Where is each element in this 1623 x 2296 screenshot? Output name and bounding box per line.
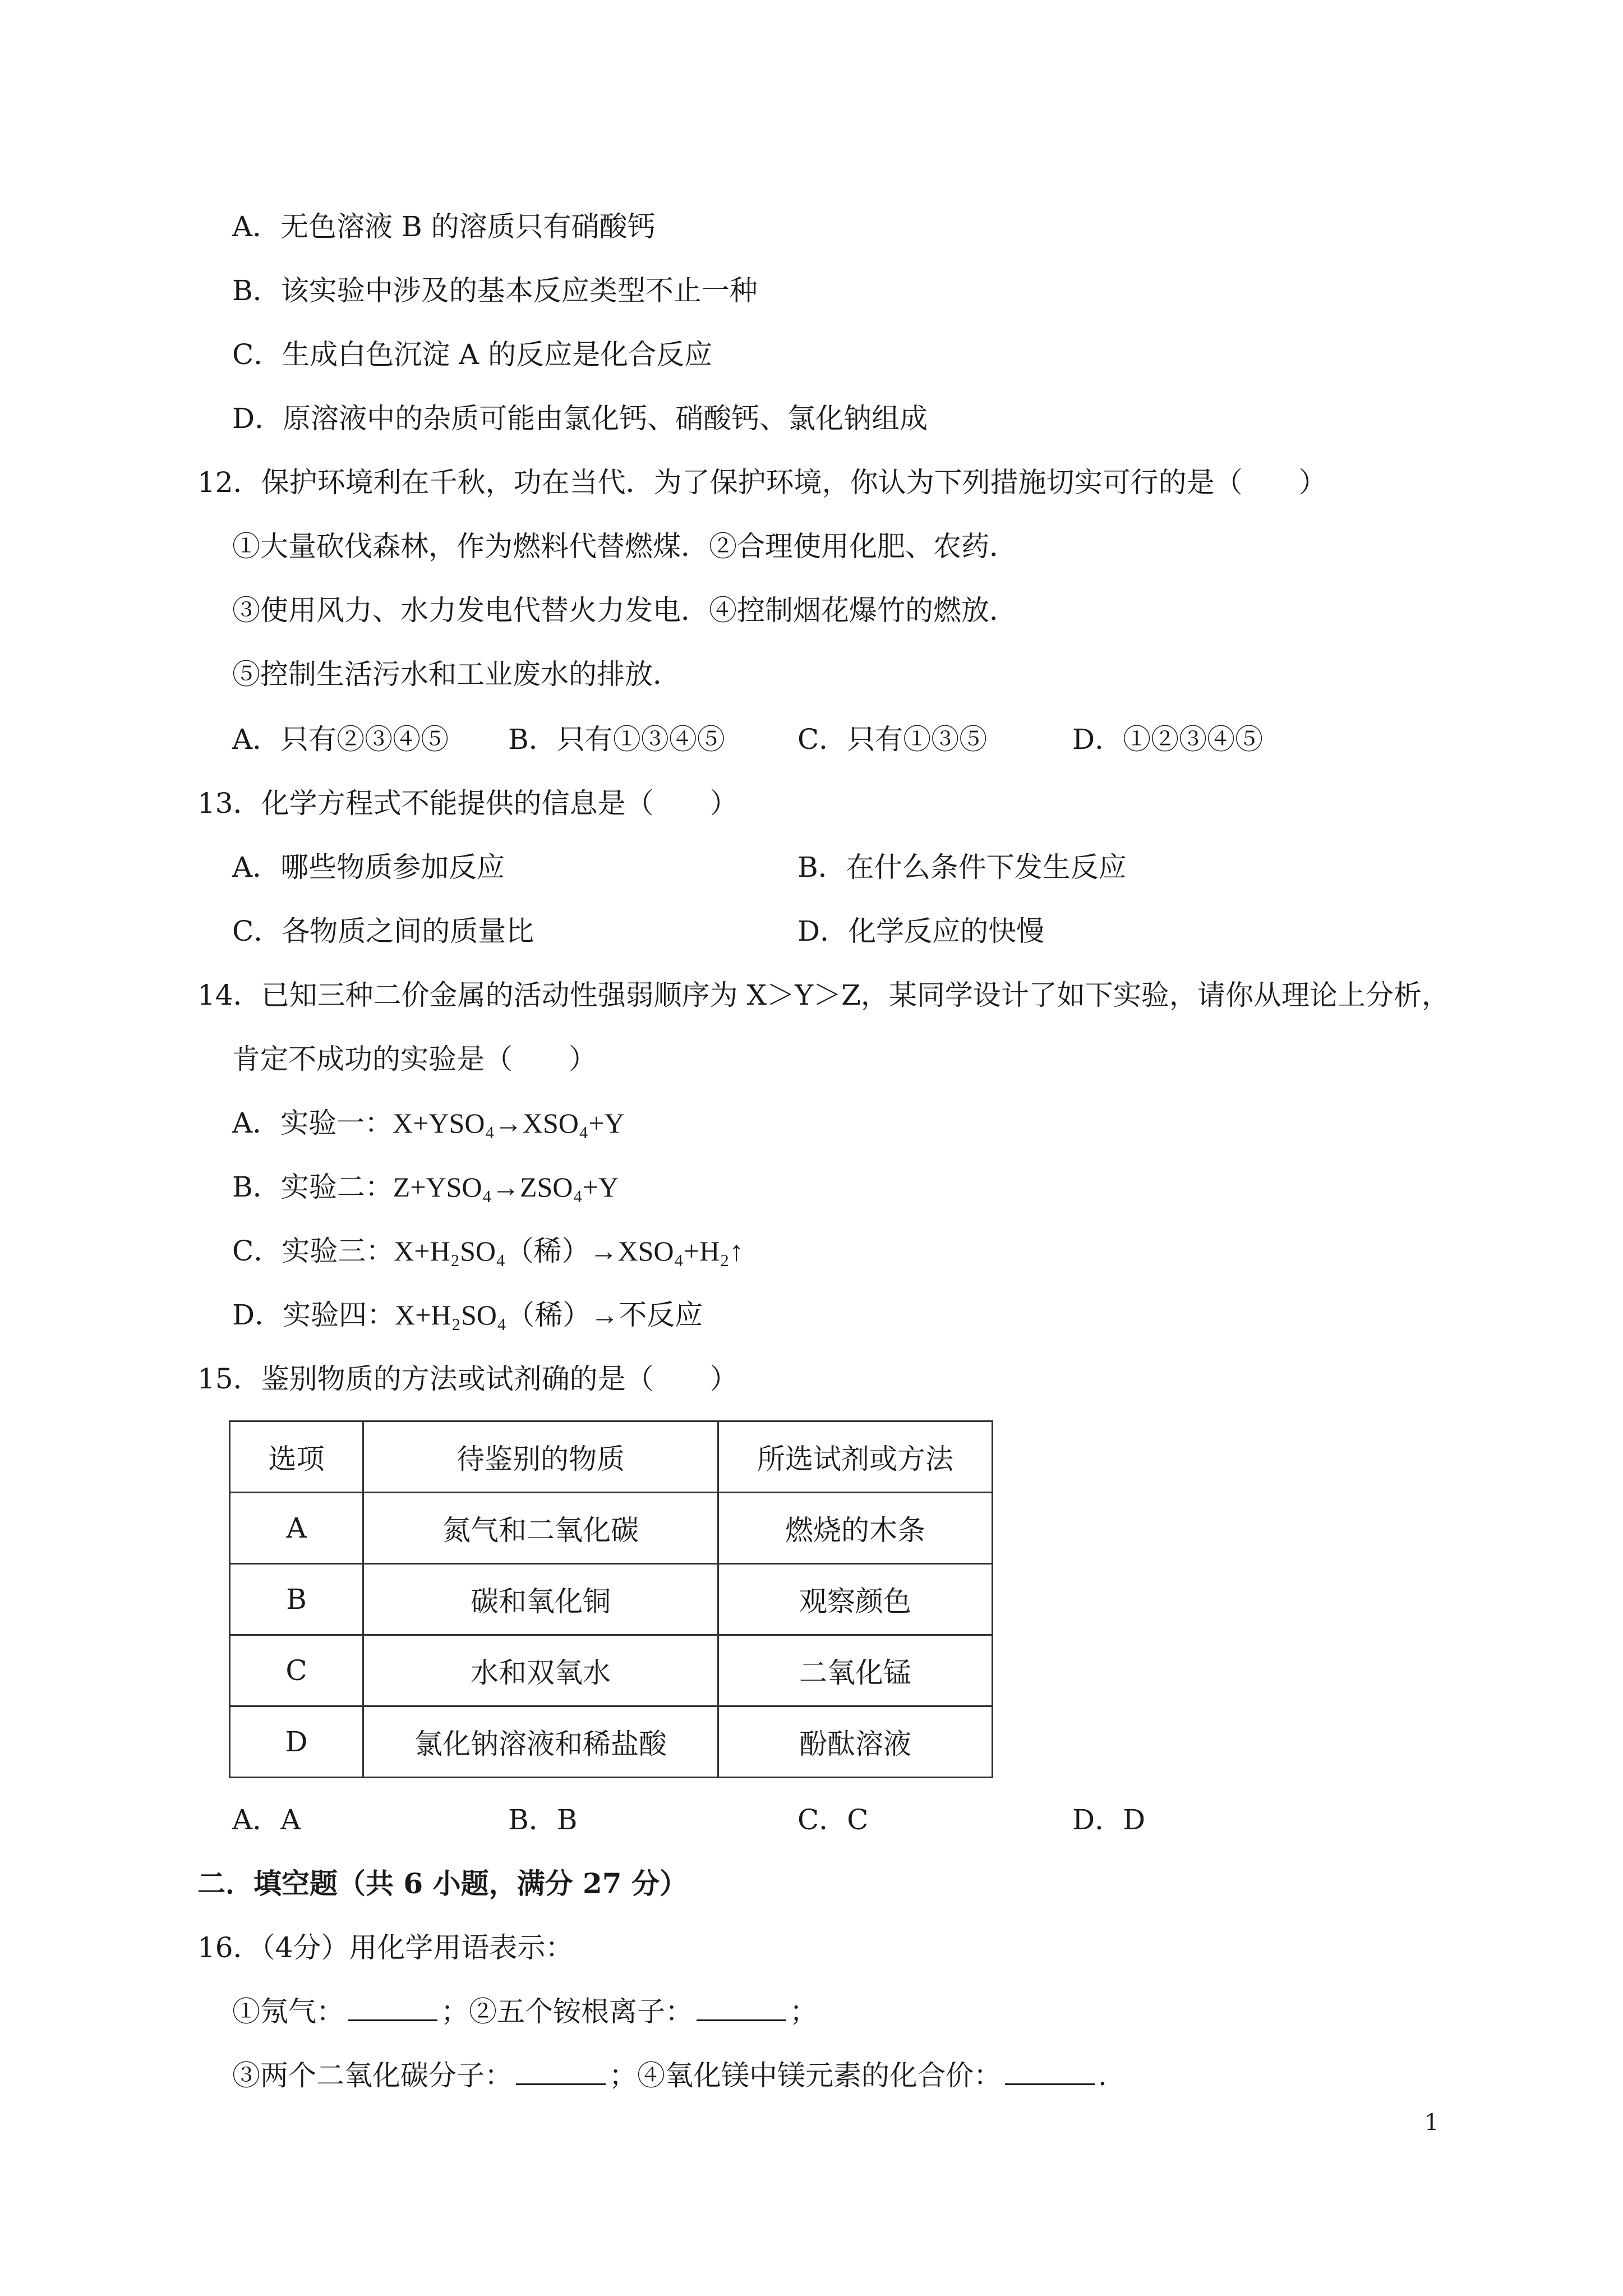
answer-blank <box>697 1997 786 2021</box>
q12-option-c: C．只有①③⑤ <box>797 723 988 756</box>
q14-option-d-label: D．实验四： <box>232 1299 395 1331</box>
table-cell: 水和双氧水 <box>363 1635 718 1706</box>
q14-option-c-label: C．实验三： <box>232 1235 394 1267</box>
q14-option-b <box>232 1169 619 1205</box>
table-header-row <box>230 1421 993 1493</box>
q12-stem: 12．保护环境利在千秋，功在当代．为了保护环境，你认为下列措施切实可行的是（ ） <box>197 466 1327 499</box>
q16-prompt-valence: ；④氧化镁中镁元素的化合价： <box>609 2059 1002 2092</box>
q15-table <box>229 1420 993 1778</box>
q12-option-b: B．只有①③④⑤ <box>508 723 725 756</box>
table-header-cell: 选项 <box>230 1421 363 1493</box>
q16-line-2 <box>232 2058 1107 2093</box>
table-row <box>230 1493 993 1564</box>
q16-line2-end: . <box>1098 2059 1107 2092</box>
table-cell: 碳和氧化铜 <box>363 1564 718 1635</box>
q14-option-b-equation: Z+YSO₄→ZSO₄+Y <box>393 1171 619 1203</box>
q14-option-a-label: A．实验一： <box>232 1107 393 1139</box>
q14-option-d <box>232 1297 703 1333</box>
table-row <box>230 1564 993 1635</box>
q15-option-d: D．D <box>1072 1803 1146 1836</box>
answer-blank <box>348 1997 437 2021</box>
table-header-cell: 所选试剂或方法 <box>718 1421 993 1493</box>
table-cell: 观察颜色 <box>718 1564 993 1635</box>
q14-option-a-equation: X+YSO₄→XSO₄+Y <box>393 1107 625 1139</box>
q12-item-1: ①大量砍伐森林，作为燃料代替燃煤．②合理使用化肥、农药． <box>232 530 1017 563</box>
q13-option-b: B．在什么条件下发生反应 <box>797 851 1127 884</box>
q16-stem: 16．（4分）用化学用语表示： <box>197 1931 574 1964</box>
table-cell: A <box>230 1493 363 1564</box>
q15-stem: 15．鉴别物质的方法或试剂确的是（ ） <box>197 1363 738 1395</box>
table-cell: C <box>230 1635 363 1706</box>
section-title: 二．填空题（共 6 小题，满分 27 分） <box>197 1867 688 1900</box>
table-cell: D <box>230 1706 363 1778</box>
q11-option-a: A．无色溶液 B 的溶质只有硝酸钙 <box>232 210 656 243</box>
table-cell: B <box>230 1564 363 1635</box>
q15-option-c: C．C <box>797 1803 869 1836</box>
q12-option-d: D．①②③④⑤ <box>1072 723 1264 756</box>
q14-option-a <box>232 1105 625 1141</box>
answer-blank <box>516 2061 606 2085</box>
q13-option-d: D．化学反应的快慢 <box>797 915 1045 947</box>
page-number: 1 <box>1424 2110 1439 2136</box>
answer-blank <box>1005 2061 1095 2085</box>
table-row <box>230 1706 993 1778</box>
q13-option-c: C．各物质之间的质量比 <box>232 915 534 947</box>
q14-stem-line1: 14．已知三种二价金属的活动性强弱顺序为 X＞Y＞Z，某同学设计了如下实验，请你从理论上分析， <box>197 979 1450 1011</box>
q11-option-c: C．生成白色沉淀 A 的反应是化合反应 <box>232 338 713 371</box>
table-cell: 氮气和二氧化碳 <box>363 1493 718 1564</box>
q13-option-a: A．哪些物质参加反应 <box>232 851 505 884</box>
q16-line1-end: ； <box>790 1995 818 2028</box>
q14-option-c-equation: X+H₂SO₄（稀）→XSO₄+H₂↑ <box>394 1235 744 1267</box>
q16-prompt-neon: ①氖气： <box>232 1995 344 2028</box>
table-cell: 燃烧的木条 <box>718 1493 993 1564</box>
q16-prompt-ammonium: ；②五个铵根离子： <box>441 1995 693 2028</box>
q12-item-3: ⑤控制生活污水和工业废水的排放． <box>232 658 681 691</box>
table-header-cell: 待鉴别的物质 <box>363 1421 718 1493</box>
q14-option-d-equation: X+H₂SO₄（稀）→不反应 <box>395 1299 703 1331</box>
q11-option-d: D．原溶液中的杂质可能由氯化钙、硝酸钙、氯化钠组成 <box>232 402 928 435</box>
q16-line-1 <box>232 1994 818 2030</box>
q16-prompt-co2: ③两个二氧化碳分子： <box>232 2059 513 2092</box>
table-cell: 二氧化锰 <box>718 1635 993 1706</box>
q14-stem-line2: 肯定不成功的实验是（ ） <box>232 1043 597 1075</box>
q12-item-2: ③使用风力、水力发电代替火力发电．④控制烟花爆竹的燃放． <box>232 594 1017 627</box>
q12-option-a: A．只有②③④⑤ <box>232 723 449 756</box>
q15-option-a: A．A <box>232 1803 301 1836</box>
q11-option-b: B．该实验中涉及的基本反应类型不止一种 <box>232 274 758 307</box>
table-row <box>230 1635 993 1706</box>
q14-option-b-label: B．实验二： <box>232 1171 393 1203</box>
table-cell: 氯化钠溶液和稀盐酸 <box>363 1706 718 1778</box>
q14-option-c <box>232 1233 744 1269</box>
q13-stem: 13．化学方程式不能提供的信息是（ ） <box>197 787 738 820</box>
table-cell: 酚酞溶液 <box>718 1706 993 1778</box>
q15-option-b: B．B <box>508 1803 578 1836</box>
